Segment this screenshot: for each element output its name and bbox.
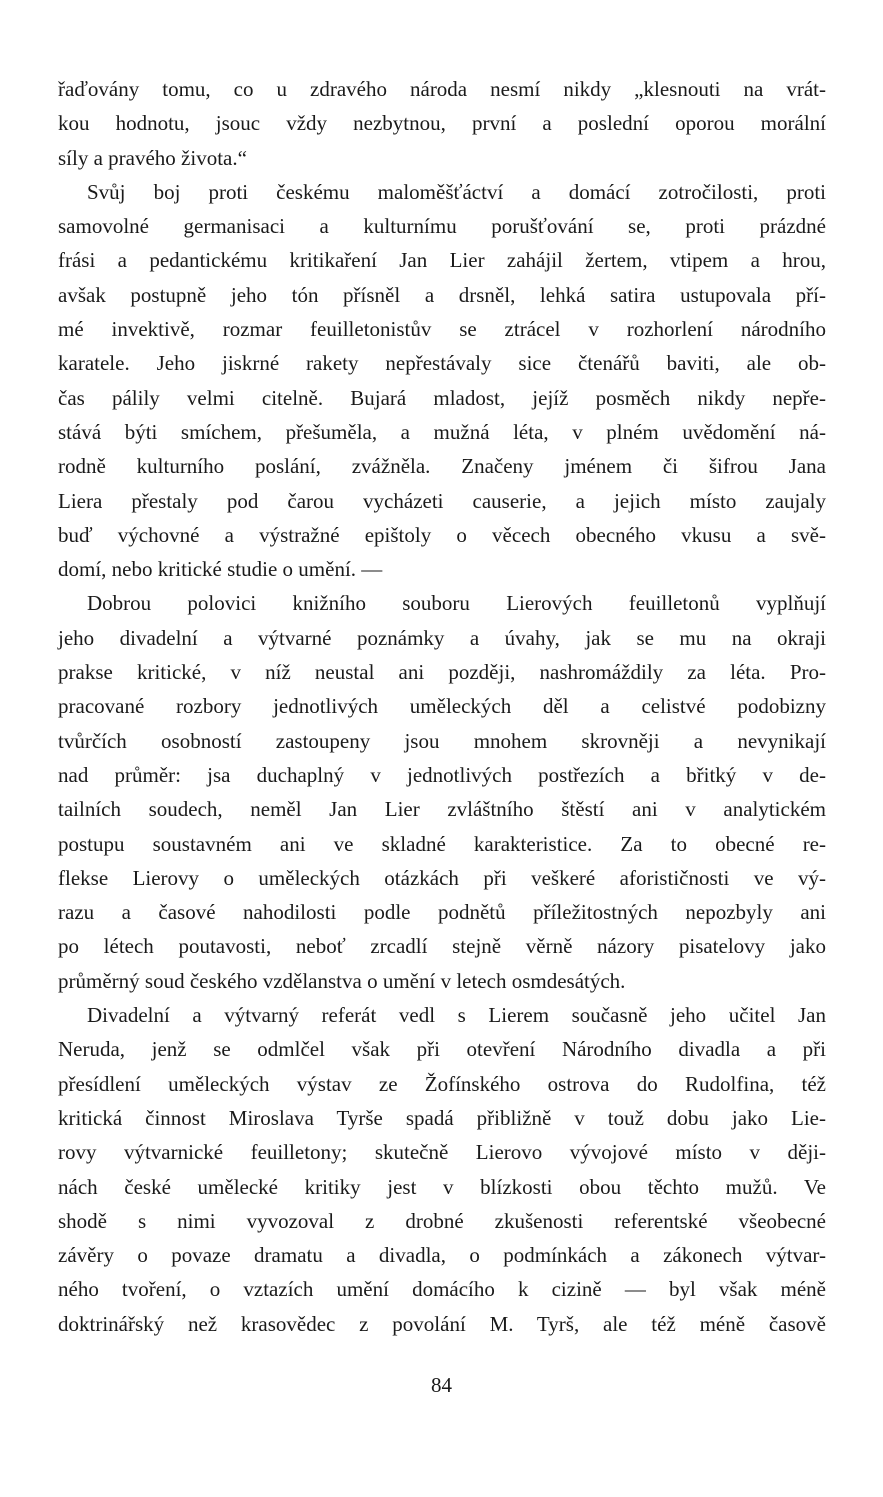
- text-line: řaďovány tomu, co u zdravého národa nesmí nikdy „klesnouti na vrát-: [58, 77, 826, 101]
- text-line: tvůrčích osobností zastoupeny jsou mnohem skrovněji a nevynikají: [58, 728, 826, 753]
- text-line: razu a časové nahodilosti podle podnětů příležitostných nepozbyly ani: [58, 900, 826, 925]
- text-line: po létech poutavosti, neboť zrcadlí stejně věrně názory pisatelovy jako: [58, 934, 826, 959]
- text-line: karatele. Jeho jiskrné rakety nepřestávaly sice čtenářů baviti, ale ob-: [58, 351, 826, 376]
- text-line: závěry o povaze dramatu a divadla, o podmínkách a zákonech výtvar-: [58, 1243, 826, 1268]
- text-line: kritická činnost Miroslava Tyrše spadá přibližně v touž dobu jako Lie-: [58, 1105, 826, 1130]
- text-line: síly a pravého života.“: [58, 145, 247, 170]
- text-line: doktrinářský než krasovědec z povolání M. Tyrš, ale též méně časově: [58, 1311, 826, 1336]
- text-line: samovolné germanisaci a kulturnímu porušťování se, proti prázdné: [58, 214, 826, 239]
- text-line: ného tvoření, o vztazích umění domácího k cizině — byl však méně: [58, 1277, 826, 1302]
- text-line: Liera přestaly pod čarou vycházeti causerie, a jejich místo zaujaly: [58, 488, 826, 513]
- text-line: Dobrou polovici knižního souboru Lierových feuilletonů vyplňují: [87, 591, 826, 616]
- text-line: tailních soudech, neměl Jan Lier zvláštního štěstí ani v analytickém: [58, 797, 826, 822]
- page-number: 84: [431, 1373, 452, 1397]
- text-line: pracované rozbory jednotlivých uměleckých děl a celistvé podobizny: [58, 694, 826, 719]
- text-line: průměrný soud českého vzdělanstva o umění v letech osmdesátých.: [58, 968, 626, 993]
- text-line: jeho divadelní a výtvarné poznámky a úvahy, jak se mu na okraji: [58, 625, 826, 650]
- text-line: Neruda, jenž se odmlčel však při otevření Národního divadla a při: [58, 1037, 826, 1062]
- paragraph-2: [58, 175, 826, 587]
- text-line: avšak postupně jeho tón přísněl a drsněl, lehká satira ustupovala pří-: [58, 282, 826, 307]
- text-line: přesídlení uměleckých výstav ze Žofínského ostrova do Rudolfina, též: [58, 1071, 826, 1096]
- text-line: mé invektivě, rozmar feuilletonistův se ztrácel v rozhorlení národního: [58, 317, 826, 342]
- page-body: [58, 72, 826, 1341]
- paragraph-4: [58, 998, 826, 1341]
- text-line: nad průměr: jsa duchaplný v jednotlivých postřezích a břitký v de-: [58, 762, 826, 787]
- text-line: nách české umělecké kritiky jest v blízkosti obou těchto mužů. Ve: [58, 1174, 826, 1199]
- text-line: flekse Lierovy o uměleckých otázkách při veškeré aforističnosti ve vý-: [58, 865, 826, 890]
- text-line: prakse kritické, v níž neustal ani později, nashromáždily za léta. Pro-: [58, 660, 826, 685]
- text-line: domí, nebo kritické studie o umění. —: [58, 557, 383, 582]
- text-line: čas pálily velmi citelně. Bujará mladost, jejíž posměch nikdy nepře-: [58, 385, 826, 410]
- text-line: Divadelní a výtvarný referát vedl s Lierem současně jeho učitel Jan: [87, 1003, 826, 1028]
- text-line: kou hodnotu, jsouc vždy nezbytnou, první a poslední oporou morální: [58, 111, 826, 136]
- text-line: shodě s nimi vyvozoval z drobné zkušenosti referentské všeobecné: [58, 1208, 826, 1233]
- text-line: rodně kulturního poslání, zvážněla. Značeny jménem či šifrou Jana: [58, 454, 826, 479]
- text-line: buď výchovné a výstražné epištoly o věcech obecného vkusu a svě-: [58, 522, 826, 547]
- text-line: rovy výtvarnické feuilletony; skutečně Lierovo vývojové místo v ději-: [58, 1140, 826, 1165]
- paragraph-3: [58, 586, 826, 998]
- paragraph-1: [58, 72, 826, 175]
- text-line: Svůj boj proti českému maloměšťáctví a domácí zotročilosti, proti: [87, 179, 826, 204]
- text-line: frási a pedantickému kritikaření Jan Lier zahájil žertem, vtipem a hrou,: [58, 248, 826, 273]
- text-line: stává býti smíchem, přešuměla, a mužná léta, v plném uvědomění ná-: [58, 419, 826, 444]
- text-line: postupu soustavném ani ve skladné karakteristice. Za to obecné re-: [58, 831, 826, 856]
